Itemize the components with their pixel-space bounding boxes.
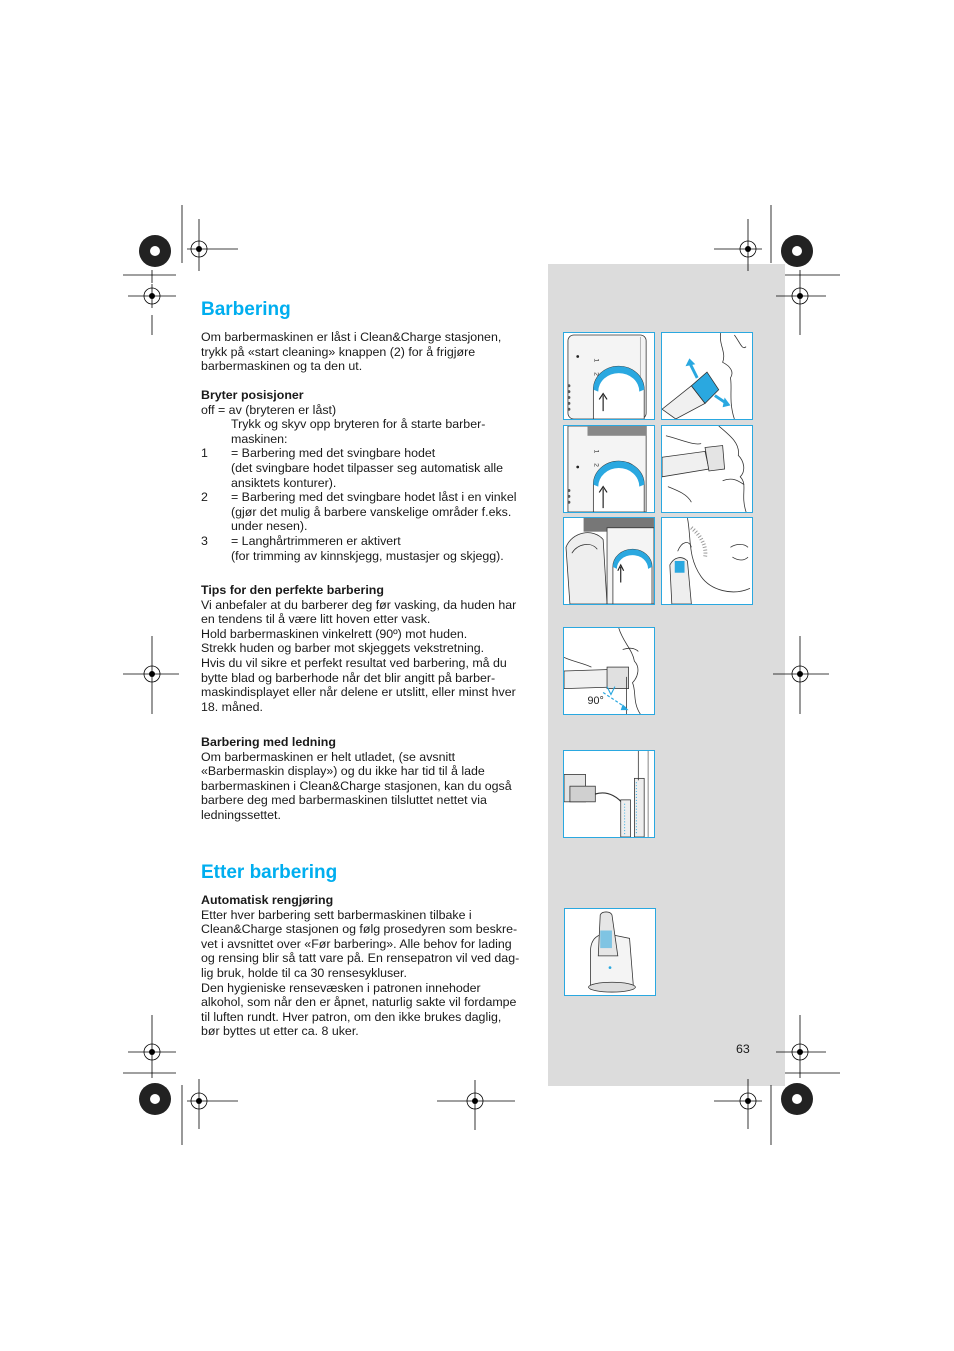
text-line: (gjør det mulig å barbere vanskelige områder f.eks. <box>231 504 512 519</box>
text-line: vet i avsnittet over «Før barbering». Alle behov for lading <box>201 936 512 951</box>
section-title-barbering: Barbering <box>201 299 291 320</box>
switch-mark-1: 1 <box>592 449 600 454</box>
subheading-tips: Tips for den perfekte barbering <box>201 583 384 597</box>
text-line: Hvis du vil sikre et perfekt resultat ved barbering, må du <box>201 655 507 670</box>
switch-item-label: = Barbering med det svingbare hodet <box>231 446 436 461</box>
switch-item <box>201 446 541 461</box>
page-number: 63 <box>736 1042 750 1056</box>
text-line: og rensing blir så tatt vare på. En rensepatron vil ved dag- <box>201 951 520 966</box>
text-line: maskinen: <box>231 431 288 446</box>
switch-mark-2: 2 <box>592 463 600 467</box>
figure-switch-position-1 <box>563 332 655 420</box>
text-line: maskindisplayet eller når delene er utslitt, eller minst hver <box>201 685 516 700</box>
text-line: (for trimming av kinnskjegg, mustasjer og skjegg). <box>231 548 504 563</box>
text-line: barbere deg med barbermaskinen tilsluttet nettet via <box>201 793 487 808</box>
figure-long-hair-trimmer <box>563 517 655 605</box>
figure-corded-shaving <box>563 750 655 838</box>
text-line: Om barbermaskinen er helt utladet, (se avsnitt <box>201 749 456 764</box>
text-line: Strekk huden og barber mot skjeggets vekstretning. <box>201 641 485 656</box>
cord-section <box>201 735 541 823</box>
crop-marks-bottom-right <box>710 1015 840 1145</box>
text-line: Vi anbefaler at du barberer deg før vasking, da huden har <box>201 597 517 612</box>
text-line: Om barbermaskinen er låst i Clean&Charge stasjonen, <box>201 330 502 344</box>
figure-switch-position-2 <box>563 425 655 513</box>
crop-marks-mid-left <box>123 636 183 716</box>
text-line: en tendens til å være litt hoven etter vask. <box>201 612 431 627</box>
text-line: Etter hver barbering sett barbermaskinen tilbake i <box>201 907 472 922</box>
crop-marks-top-right <box>710 205 840 335</box>
angle-label: 90° <box>587 695 604 708</box>
crop-marks-mid-right <box>771 636 831 716</box>
subheading-switch-positions: Bryter posisjoner <box>201 388 304 402</box>
switch-item <box>201 490 541 505</box>
barbering-intro <box>201 330 541 374</box>
switch-item-key: 3 <box>201 533 208 548</box>
text-line: Trykk og skyv opp bryteren for å starte barber- <box>231 417 486 432</box>
text-line: barbermaskinen og ta den ut. <box>201 359 363 374</box>
text-line: ledningssettet. <box>201 807 281 822</box>
text-line: Den hygieniske rensevæsken i patronen innehoder <box>201 980 481 995</box>
text-line: «Barbermaskin display») og du ikke har tid til å lade <box>201 764 485 779</box>
text-line: ansiktets konturer). <box>231 475 337 490</box>
switch-mark-1: 1 <box>592 358 600 363</box>
text-line: barbermaskinen i Clean&Charge stasjonen, kan du også <box>201 778 512 793</box>
text-line: Hold barbermaskinen vinkelrett (90º) mot huden. <box>201 626 468 641</box>
subheading-cord: Barbering med ledning <box>201 735 336 749</box>
auto-clean-section <box>201 893 541 1039</box>
text-line: 18. måned. <box>201 699 263 714</box>
text-line: lig bruk, holde til ca 30 rensesykluser. <box>201 965 407 980</box>
figure-pivoting-head <box>661 332 753 420</box>
text-line: bytte blad og barberhode når det blir angitt på barber- <box>201 670 496 685</box>
switch-off-line: off = av (bryteren er låst) <box>201 402 337 417</box>
text-line: trykk på «start cleaning» knappen (2) for å frigjøre <box>201 344 476 359</box>
text-line: alkohol, som når den er åpnet, naturlig sakte vil fordampe <box>201 995 517 1010</box>
text-line: Clean&Charge stasjonen og følg prosedyren som beskre- <box>201 922 518 937</box>
text-line: under nesen). <box>231 519 308 534</box>
switch-item-label: = Barbering med det svingbare hodet låst i en vinkel <box>231 490 517 505</box>
figure-locked-head-under-nose <box>661 425 753 513</box>
switch-mark-2: 2 <box>592 372 600 376</box>
section-title-etter-barbering: Etter barbering <box>201 862 338 883</box>
figure-90-degree-angle <box>563 627 655 715</box>
switch-item <box>201 534 541 549</box>
switch-item-key: 2 <box>201 490 208 505</box>
crop-marks-bottom-center <box>437 1080 517 1130</box>
text-line: til luften rundt. Hver patron, om den ikke brukes daglig, <box>201 1009 502 1024</box>
switch-positions <box>201 388 541 563</box>
figure-clean-charge-station <box>564 908 656 996</box>
tips-section <box>201 583 541 714</box>
switch-item-key: 1 <box>201 446 208 461</box>
text-line: (det svingbare hodet tilpasser seg automatisk alle <box>231 460 504 475</box>
text-line: bør byttes ut etter ca. 8 uker. <box>201 1024 359 1039</box>
switch-item-label: = Langhårtrimmeren er aktivert <box>231 533 401 548</box>
subheading-auto-clean: Automatisk rengjøring <box>201 893 334 907</box>
figure-trimming-sideburns <box>661 517 753 605</box>
